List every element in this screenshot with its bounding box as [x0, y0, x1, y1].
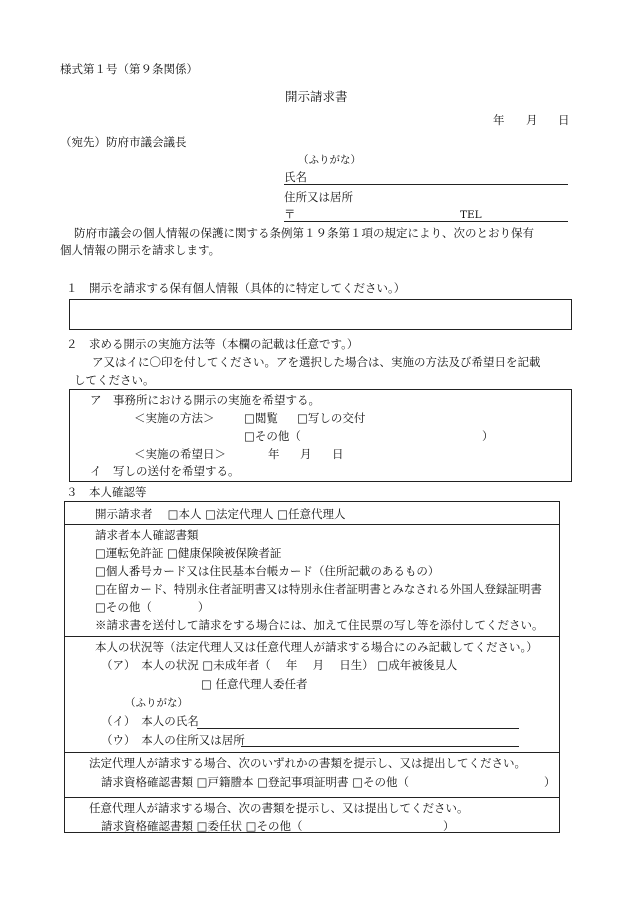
- applicant-furigana: （ふりがな）: [298, 154, 361, 166]
- method-label: ＜実施の方法＞: [134, 411, 215, 425]
- legal-docs[interactable]: 請求資格確認書類 □戸籍謄本 □登記事項証明書 □その他（: [101, 775, 410, 789]
- docs-line4[interactable]: □その他（ ）: [95, 600, 210, 614]
- applicant-address-label: 住所又は居所: [284, 190, 353, 204]
- date-month: 月: [526, 113, 538, 127]
- applicant-name-label: 氏名: [284, 170, 307, 184]
- date-label: ＜実施の希望日＞: [134, 447, 226, 461]
- form-number: 様式第１号（第９条関係）: [60, 62, 198, 76]
- status-name-line[interactable]: [197, 728, 519, 729]
- requester-row[interactable]: 開示請求者 □本人 □法定代理人 □任意代理人: [95, 507, 346, 521]
- status-furigana: （ふりがな）: [125, 697, 188, 709]
- docs-title: 請求者本人確認書類: [95, 528, 199, 542]
- legal-close: ）: [544, 775, 556, 789]
- date-day: 日: [558, 113, 570, 127]
- docs-note: ※請求書を送付して請求をする場合には、加えて住民票の写し等を添付してください。: [95, 618, 544, 632]
- date-year: 年: [493, 113, 505, 127]
- method-other-checkbox[interactable]: □その他（: [244, 429, 301, 443]
- section3-table: [64, 501, 560, 833]
- wish-month: 月: [300, 447, 312, 461]
- status-title: 本人の状況等（法定代理人又は任意代理人が請求する場合にのみ記載してください。）: [95, 640, 538, 654]
- method-copy-checkbox[interactable]: □写しの交付: [297, 411, 366, 425]
- postal-mark: 〒: [284, 207, 296, 221]
- row-divider: [65, 636, 559, 637]
- applicant-address-line[interactable]: [284, 221, 568, 222]
- method-view-checkbox[interactable]: □閲覧: [244, 411, 278, 425]
- docs-line1[interactable]: □運転免許証 □健康保険被保険者証: [95, 546, 282, 560]
- status-a2[interactable]: □ 任意代理人委任者: [201, 677, 308, 691]
- docs-line3[interactable]: □在留カード、特別永住者証明書又は特別永住者証明書とみなされる外国人登録証明書: [95, 582, 542, 596]
- section2-box: [69, 389, 572, 482]
- method-other-close: ）: [482, 429, 494, 443]
- section2-heading: ２ 求める開示の実施方法等（本欄の記載は任意です。）: [66, 337, 359, 351]
- option-i[interactable]: イ 写しの送付を希望する。: [90, 464, 240, 478]
- status-address-line[interactable]: [241, 746, 519, 747]
- wish-year: 年: [268, 447, 280, 461]
- page-title: 開示請求書: [285, 89, 348, 104]
- section2-note-line1: ア又はイに〇印を付してください。アを選択した場合は、実施の方法及び希望日を記載: [92, 355, 541, 369]
- section1-input-box[interactable]: [69, 299, 572, 330]
- row-divider: [65, 524, 559, 525]
- wish-day: 日: [332, 447, 344, 461]
- row-divider: [65, 752, 559, 753]
- status-i: （イ） 本人の氏名: [101, 714, 199, 728]
- addressee: （宛先）防府市議会議長: [60, 135, 187, 149]
- section1-heading: １ 開示を請求する保有個人情報（具体的に特定してください。）: [66, 281, 406, 295]
- section3-heading: ３ 本人確認等: [66, 485, 147, 499]
- docs-line2[interactable]: □個人番号カード又は住民基本台帳カード（住所記載のあるもの）: [95, 564, 440, 578]
- voluntary-docs[interactable]: 請求資格確認書類 □委任状 □その他（: [101, 819, 303, 833]
- status-a[interactable]: （ア） 本人の状況 □未成年者（ 年 月 日生） □成年被後見人: [101, 658, 458, 672]
- voluntary-close: ）: [443, 819, 455, 833]
- status-u: （ウ） 本人の住所又は居所: [101, 733, 245, 747]
- section2-note-line2: してください。: [74, 373, 155, 387]
- option-a[interactable]: ア 事務所における開示の実施を希望する。: [90, 393, 320, 407]
- applicant-name-line[interactable]: [284, 184, 568, 185]
- intro-line2: 個人情報の開示を請求します。: [60, 243, 221, 257]
- intro-line1: 防府市議会の個人情報の保護に関する条例第１９条第１項の規定により、次のとおり保有: [74, 226, 534, 240]
- legal-title: 法定代理人が請求する場合、次のいずれかの書類を提示し、又は提出してください。: [89, 756, 526, 770]
- voluntary-title: 任意代理人が請求する場合、次の書類を提示し、又は提出してください。: [89, 801, 469, 815]
- row-divider: [65, 797, 559, 798]
- tel-label: TEL: [460, 209, 482, 221]
